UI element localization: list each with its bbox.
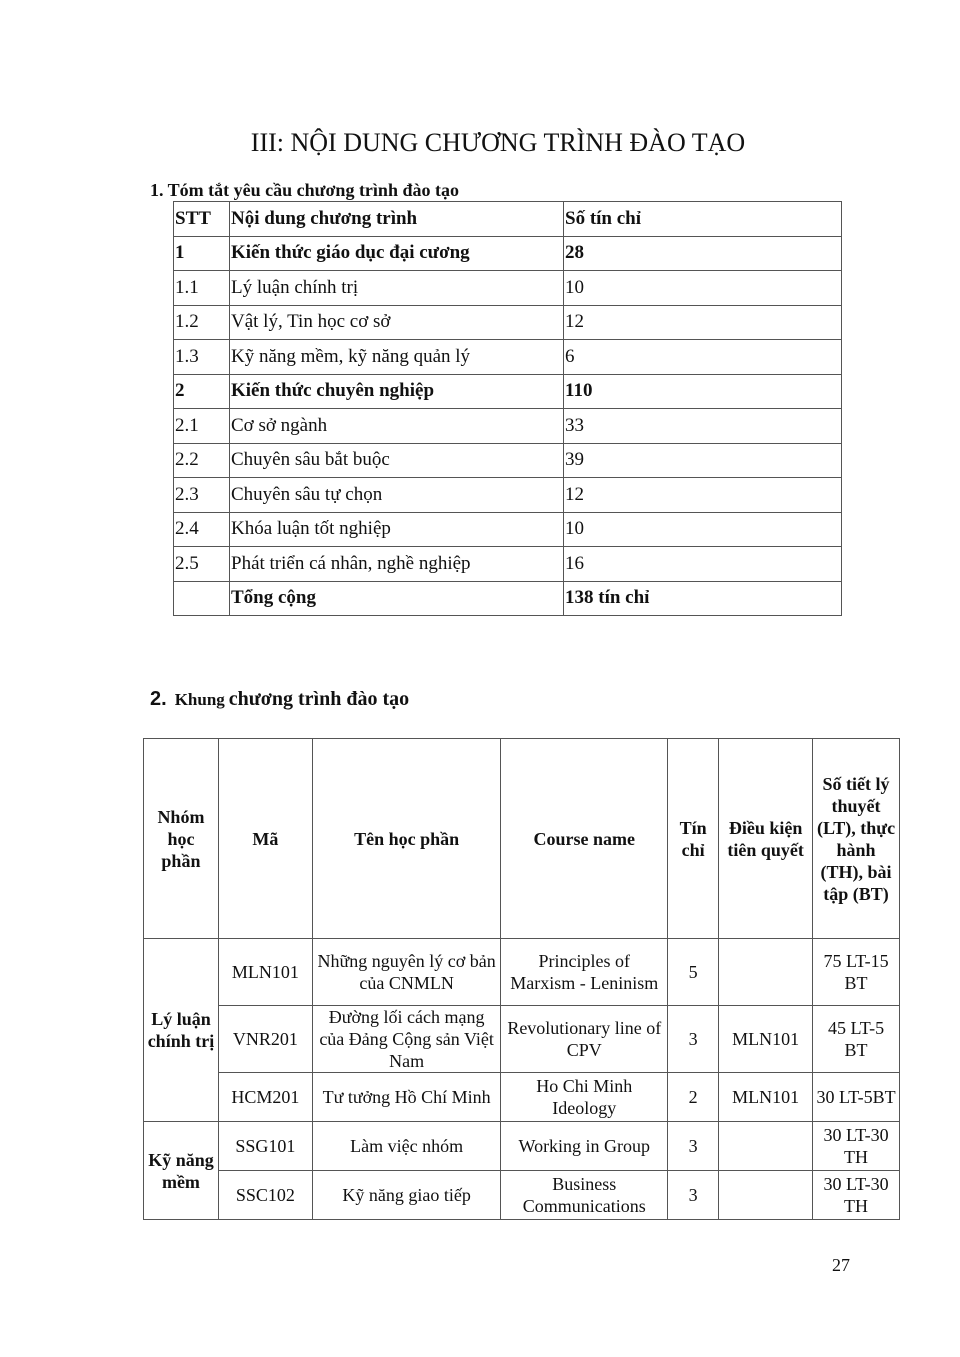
total-row (174, 581, 842, 616)
course-name-vi: Tư tưởng Hồ Chí Minh (312, 1073, 501, 1122)
row-credits: 10 (564, 271, 842, 306)
course-name-en: Business Communications (501, 1171, 668, 1220)
row-content: Lý luận chính trị (230, 271, 564, 306)
row-content: Kiến thức giáo dục đại cương (230, 236, 564, 271)
row-content: Cơ sở ngành (230, 409, 564, 444)
table-row (144, 1073, 900, 1122)
row-content: Vật lý, Tin học cơ sở (230, 305, 564, 340)
course-name-vi: Đường lối cách mạng của Đảng Cộng sản Việt Nam (312, 1006, 501, 1073)
summary-table (173, 201, 842, 616)
table-row (174, 478, 842, 513)
row-content: Chuyên sâu bắt buộc (230, 443, 564, 478)
course-name-en: Ho Chi Minh Ideology (501, 1073, 668, 1122)
course-name-vi: Những nguyên lý cơ bản của CNMLN (312, 939, 501, 1006)
column-header-name-en: Course name (501, 739, 668, 939)
column-header-credits: Số tín chỉ (564, 202, 842, 237)
course-code: MLN101 (218, 939, 312, 1006)
course-hours: 30 LT-5BT (813, 1073, 900, 1122)
row-credits: 16 (564, 547, 842, 582)
course-credits: 3 (668, 1122, 719, 1171)
table-row (174, 409, 842, 444)
course-credits: 3 (668, 1006, 719, 1073)
table-row (174, 443, 842, 478)
column-header-name-vi: Tên học phần (312, 739, 501, 939)
course-hours: 30 LT-30 TH (813, 1171, 900, 1220)
table-row (144, 1006, 900, 1073)
row-stt: 2.1 (174, 409, 230, 444)
course-prerequisite: MLN101 (719, 1073, 813, 1122)
table-row (174, 305, 842, 340)
row-credits: 39 (564, 443, 842, 478)
column-header-code: Mã (218, 739, 312, 939)
course-code: SSC102 (218, 1171, 312, 1220)
row-content: Tổng cộng (230, 581, 564, 616)
framework-header-row (144, 739, 900, 939)
row-stt (174, 581, 230, 616)
table-row (174, 512, 842, 547)
row-credits: 110 (564, 374, 842, 409)
table-row (144, 1122, 900, 1171)
row-stt: 2.4 (174, 512, 230, 547)
page-number: 27 (832, 1255, 850, 1275)
section-heading-framework (150, 688, 409, 711)
row-stt: 2.5 (174, 547, 230, 582)
row-credits: 12 (564, 478, 842, 513)
row-content: Chuyên sâu tự chọn (230, 478, 564, 513)
section-heading-part2: chương trình đào tạo (228, 688, 410, 710)
course-code: VNR201 (218, 1006, 312, 1073)
section-number: 2. (150, 688, 167, 710)
course-code: HCM201 (218, 1073, 312, 1122)
course-hours: 75 LT-15 BT (813, 939, 900, 1006)
table-row (144, 1171, 900, 1220)
row-stt: 1.1 (174, 271, 230, 306)
column-header-hours: Số tiết lý thuyết (LT), thực hành (TH), bài tập (BT) (813, 739, 900, 939)
course-code: SSG101 (218, 1122, 312, 1171)
course-credits: 5 (668, 939, 719, 1006)
table-row (174, 374, 842, 409)
row-credits: 10 (564, 512, 842, 547)
course-hours: 45 LT-5 BT (813, 1006, 900, 1073)
section-heading-summary: 1. Tóm tắt yêu cầu chương trình đào tạo (150, 180, 459, 200)
course-prerequisite (719, 939, 813, 1006)
course-name-vi: Làm việc nhóm (312, 1122, 501, 1171)
course-name-vi: Kỹ năng giao tiếp (312, 1171, 501, 1220)
row-credits: 28 (564, 236, 842, 271)
course-credits: 2 (668, 1073, 719, 1122)
row-stt: 1 (174, 236, 230, 271)
table-row (174, 236, 842, 271)
row-content: Phát triển cá nhân, nghề nghiệp (230, 547, 564, 582)
row-credits: 138 tín chỉ (564, 581, 842, 616)
course-prerequisite: MLN101 (719, 1006, 813, 1073)
column-header-content: Nội dung chương trình (230, 202, 564, 237)
table-row (144, 939, 900, 1006)
course-prerequisite (719, 1122, 813, 1171)
column-header-stt: STT (174, 202, 230, 237)
column-header-prerequisite: Điều kiện tiên quyết (719, 739, 813, 939)
course-name-en: Revolutionary line of CPV (501, 1006, 668, 1073)
column-header-credits: Tín chỉ (668, 739, 719, 939)
course-credits: 3 (668, 1171, 719, 1220)
course-prerequisite (719, 1171, 813, 1220)
row-stt: 1.2 (174, 305, 230, 340)
row-stt: 2.2 (174, 443, 230, 478)
row-content: Khóa luận tốt nghiệp (230, 512, 564, 547)
course-name-en: Principles of Marxism - Leninism (501, 939, 668, 1006)
column-header-group: Nhóm học phần (144, 739, 219, 939)
table-row (174, 271, 842, 306)
row-credits: 12 (564, 305, 842, 340)
row-stt: 2.3 (174, 478, 230, 513)
row-stt: 2 (174, 374, 230, 409)
course-hours: 30 LT-30 TH (813, 1122, 900, 1171)
row-credits: 6 (564, 340, 842, 375)
section-heading-part1: Khung (174, 690, 225, 709)
course-name-en: Working in Group (501, 1122, 668, 1171)
group-cell: Lý luận chính trị (144, 939, 219, 1122)
table-row (174, 547, 842, 582)
row-stt: 1.3 (174, 340, 230, 375)
page-title: III: NỘI DUNG CHƯƠNG TRÌNH ĐÀO TẠO (250, 128, 746, 157)
summary-header-row (174, 202, 842, 237)
curriculum-framework-table (143, 738, 900, 1220)
row-credits: 33 (564, 409, 842, 444)
row-content: Kiến thức chuyên nghiệp (230, 374, 564, 409)
row-content: Kỹ năng mềm, kỹ năng quản lý (230, 340, 564, 375)
table-row (174, 340, 842, 375)
group-cell: Kỹ năng mềm (144, 1122, 219, 1220)
